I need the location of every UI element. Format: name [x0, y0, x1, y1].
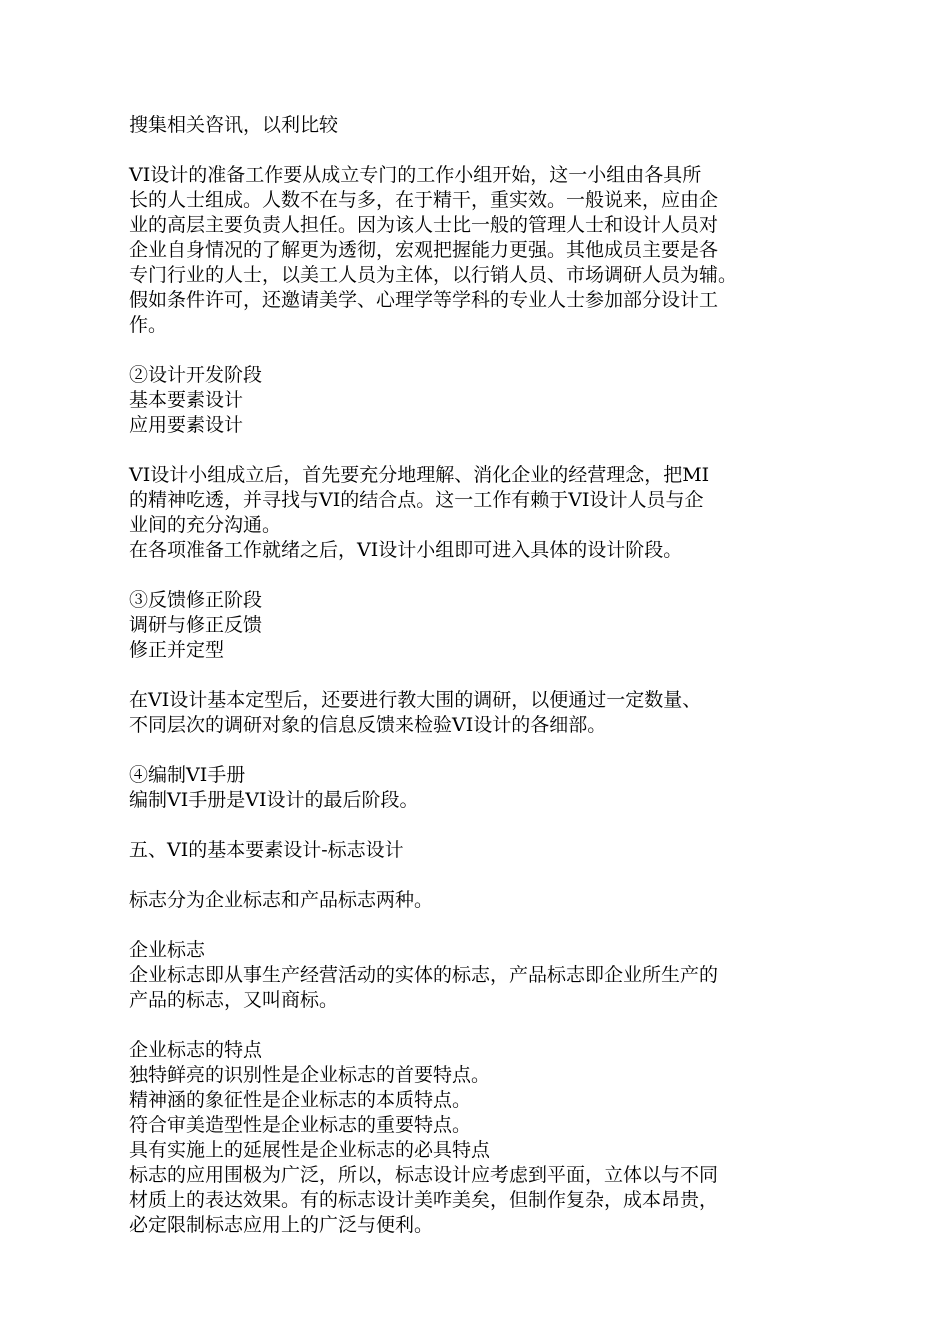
text-line: 材质上的表达效果。有的标志设计美咋美矣，但制作复杂，成本昂贵，	[129, 1189, 719, 1211]
section-heading: 企业标志的特点	[129, 1039, 263, 1061]
text-line: 符合审美造型性是企业标志的重要特点。	[129, 1114, 472, 1136]
paragraph-design-team	[129, 463, 829, 563]
text-line: 标志分为企业标志和产品标志两种。	[129, 889, 434, 911]
paragraph-preparation	[129, 163, 829, 338]
text-line: 在VI设计基本定型后，还要进行教大围的调研，以便通过一定数量、	[129, 689, 702, 711]
text-line: 的精神吃透，并寻找与VI的结合点。这一工作有赖于VI设计人员与企	[129, 489, 704, 511]
text-line: 具有实施上的延展性是企业标志的必具特点	[129, 1139, 491, 1161]
text-line: 假如条件许可，还邀请美学、心理学等学科的专业人士参加部分设计工	[129, 289, 719, 311]
section-feedback-revision	[129, 588, 829, 663]
text-line: VI设计小组成立后，首先要充分地理解、消化企业的经营理念，把MI	[129, 464, 710, 486]
text-line: 精神涵的象征性是企业标志的本质特点。	[129, 1089, 472, 1111]
chapter-heading	[129, 838, 829, 863]
text-line: 企业标志即从事生产经营活动的实体的标志，产品标志即企业所生产的	[129, 964, 719, 986]
text-line: 搜集相关咨讯，以利比较	[129, 114, 339, 136]
paragraph-research	[129, 688, 829, 738]
text-line: 作。	[129, 314, 168, 336]
text-line: 调研与修正反馈	[129, 614, 263, 636]
section-design-development	[129, 363, 829, 438]
section-logo-features	[129, 1038, 829, 1238]
text-line: 不同层次的调研对象的信息反馈来检验VI设计的各细部。	[129, 714, 607, 736]
section-heading: 企业标志	[129, 939, 206, 961]
section-heading: ③反馈修正阶段	[129, 589, 263, 611]
chapter-title: 五、VI的基本要素设计-标志设计	[129, 839, 404, 861]
paragraph-collect-info	[129, 113, 829, 138]
section-heading: ④编制VI手册	[129, 764, 246, 786]
text-line: 修正并定型	[129, 639, 225, 661]
text-line: 业的高层主要负责人担任。因为该人士比一般的管理人士和设计人员对	[129, 214, 719, 236]
text-line: 基本要素设计	[129, 389, 244, 411]
paragraph-logo-types	[129, 888, 829, 913]
text-line: 专门行业的人士，以美工人员为主体，以行销人员、市场调研人员为辅。	[129, 264, 738, 286]
text-line: 必定限制标志应用上的广泛与便利。	[129, 1214, 434, 1236]
section-corporate-logo	[129, 938, 829, 1013]
text-line: VI设计的准备工作要从成立专门的工作小组开始，这一小组由各具所	[129, 164, 702, 186]
text-line: 在各项准备工作就绪之后，VI设计小组即可进入具体的设计阶段。	[129, 539, 683, 561]
text-line: 业间的充分沟通。	[129, 514, 282, 536]
text-line: 标志的应用围极为广泛，所以，标志设计应考虑到平面，立体以与不同	[129, 1164, 719, 1186]
text-line: 独特鲜亮的识别性是企业标志的首要特点。	[129, 1064, 491, 1086]
text-line: 企业自身情况的了解更为透彻，宏观把握能力更强。其他成员主要是各	[129, 239, 719, 261]
text-line: 应用要素设计	[129, 414, 244, 436]
document-page	[129, 113, 829, 1238]
section-heading: ②设计开发阶段	[129, 364, 263, 386]
text-line: 产品的标志，又叫商标。	[129, 989, 339, 1011]
text-line: 长的人士组成。人数不在与多，在于精干，重实效。一般说来，应由企	[129, 189, 719, 211]
section-vi-manual	[129, 763, 829, 813]
text-line: 编制VI手册是VI设计的最后阶段。	[129, 789, 419, 811]
